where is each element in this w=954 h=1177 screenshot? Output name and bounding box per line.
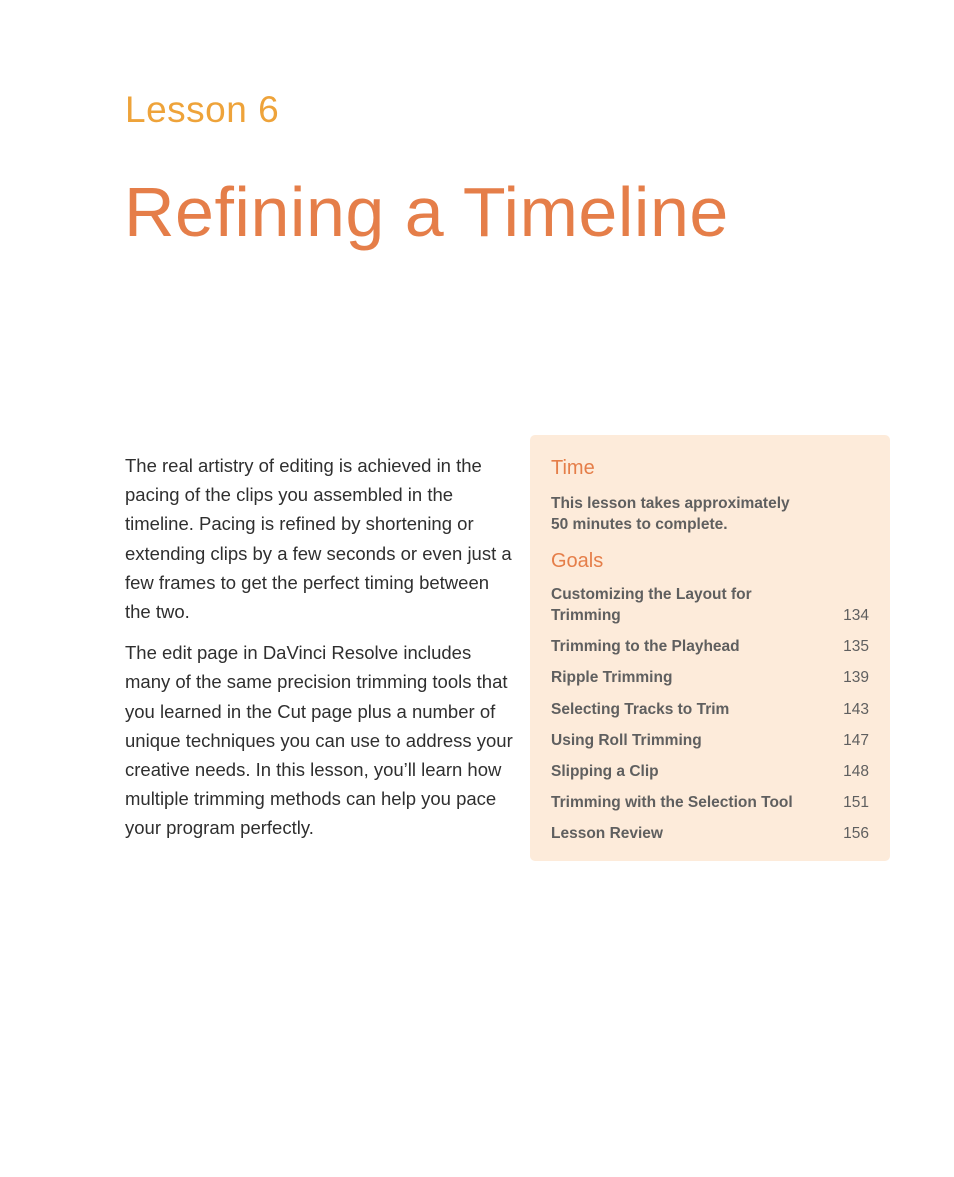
goal-item <box>551 792 869 813</box>
intro-paragraph-1: The real artistry of editing is achieved in the pacing of the clips you assembled in the timeline. Pacing is refined by shortening or extending clips by a few seconds or even just a few frames to get the perfect timing between the two. <box>125 455 512 623</box>
goal-page-number: 139 <box>843 669 869 687</box>
time-heading: Time <box>551 457 595 479</box>
goal-label: Lesson Review <box>551 825 663 843</box>
goal-label: Customizing the Layout for Trimming <box>551 586 752 624</box>
goal-label: Using Roll Trimming <box>551 731 702 749</box>
goal-page-number: 134 <box>843 607 869 624</box>
goal-label: Trimming with the Selection Tool <box>551 794 793 812</box>
goal-item <box>551 699 869 720</box>
intro-text <box>125 451 515 855</box>
goals-heading: Goals <box>551 550 604 572</box>
goal-page-number: 143 <box>843 700 869 718</box>
intro-paragraph-2: The edit page in DaVinci Resolve includes many of the same precision trimming tools that you learned in the Cut page plus a number of unique techniques you can use to address your creative needs. In this lesson, you’ll learn how multiple trimming methods can help you pace your program perfectly. <box>125 642 513 839</box>
goal-item <box>551 761 869 782</box>
goal-item <box>551 667 869 688</box>
goal-page-number: 156 <box>843 825 869 843</box>
goal-item <box>551 584 869 626</box>
goal-page-number: 147 <box>843 731 869 749</box>
time-description: This lesson takes approximately 50 minutes to complete. <box>551 495 790 533</box>
goal-label: Trimming to the Playhead <box>551 638 740 656</box>
goals-list <box>551 584 869 844</box>
goal-item <box>551 730 869 751</box>
goal-label: Ripple Trimming <box>551 669 673 687</box>
lesson-number-label: Lesson 6 <box>125 89 280 130</box>
goal-item <box>551 636 869 657</box>
goal-page-number: 151 <box>843 794 869 812</box>
lesson-info-sidebar <box>530 435 890 861</box>
goal-label: Selecting Tracks to Trim <box>551 700 730 718</box>
goal-page-number: 135 <box>843 638 869 656</box>
goal-item <box>551 823 869 844</box>
goal-label: Slipping a Clip <box>551 762 659 780</box>
lesson-title: Refining a Timeline <box>124 173 729 251</box>
goal-page-number: 148 <box>843 762 869 780</box>
